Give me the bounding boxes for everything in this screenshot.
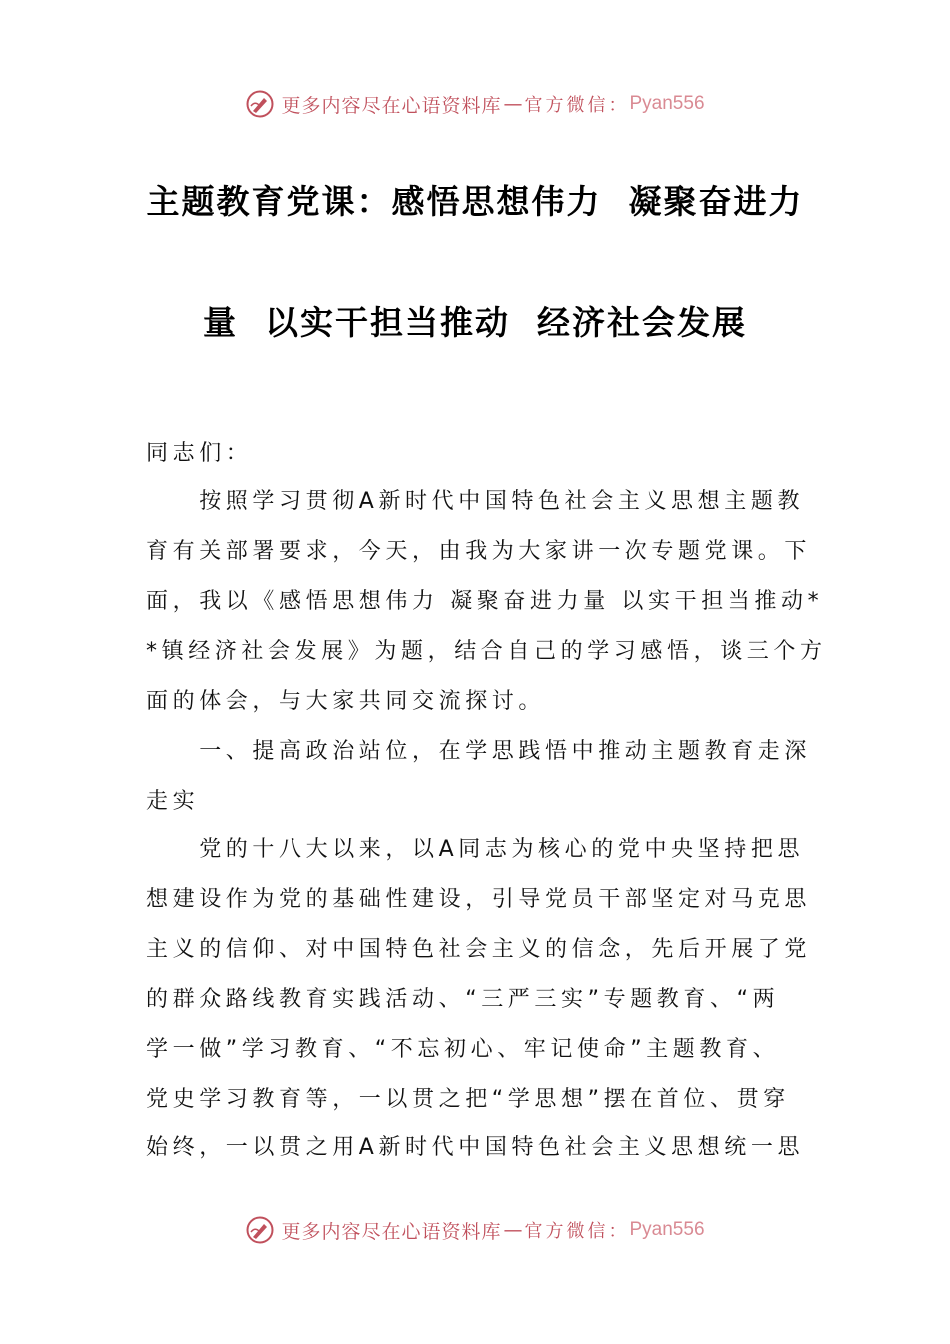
- body-line: 党的十八大以来，以A同志为核心的党中央坚持把思: [146, 837, 805, 862]
- body-line: 面的体会，与大家共同交流探讨。: [146, 689, 546, 714]
- banner-brand-text: 更多内容尽在心语资料库: [281, 1220, 502, 1243]
- header-banner: [0, 84, 950, 124]
- banner-dash: —: [503, 93, 523, 115]
- body-line: 一、提高政治站位，在学思践悟中推动主题教育走深: [146, 739, 812, 764]
- body-line: 育有关部署要求，今天，由我为大家讲一次专题党课。下: [146, 539, 812, 564]
- banner-brand-text: 更多内容尽在心语资料库: [281, 94, 502, 117]
- banner-wechat-label: 官方微信：: [524, 95, 630, 116]
- pen-nib-logo-icon: [245, 89, 275, 119]
- banner-wechat-id: Pyan556: [629, 93, 705, 114]
- body-line: 按照学习贯彻A新时代中国特色社会主义思想主题教: [146, 489, 805, 514]
- banner-wechat-id: Pyan556: [629, 1219, 705, 1240]
- body-line: 的群众路线教育实践活动、“三严三实”专题教育、“两: [146, 987, 780, 1012]
- body-line: 想建设作为党的基础性建设，引导党员干部坚定对马克思: [146, 887, 812, 912]
- body-line: 始终，一以贯之用A新时代中国特色社会主义思想统一思: [146, 1135, 805, 1160]
- banner-wechat-label: 官方微信：: [524, 1221, 630, 1242]
- body-line: 面，我以《感悟思想伟力 凝聚奋进力量 以实干担当推动*: [146, 589, 824, 614]
- page-title-line-1: 主题教育党课：感悟思想伟力 凝聚奋进力: [146, 182, 804, 221]
- body-line: 主义的信仰、对中国特色社会主义的信念，先后开展了党: [146, 937, 812, 962]
- page-title-line-2: 量 以实干担当推动 经济社会发展: [203, 303, 747, 342]
- footer-banner: [0, 1210, 950, 1250]
- body-line: *镇经济社会发展》为题，结合自己的学习感悟，谈三个方: [146, 639, 827, 664]
- pen-nib-logo-icon: [245, 1215, 275, 1245]
- banner-dash: —: [503, 1219, 523, 1241]
- body-line: 同志们：: [146, 441, 253, 466]
- body-line: 走实: [146, 789, 200, 814]
- body-line: 学一做”学习教育、“不忘初心、牢记使命”主题教育、: [146, 1037, 780, 1062]
- body-line: 党史学习教育等，一以贯之把“学思想”摆在首位、贯穿: [146, 1087, 790, 1112]
